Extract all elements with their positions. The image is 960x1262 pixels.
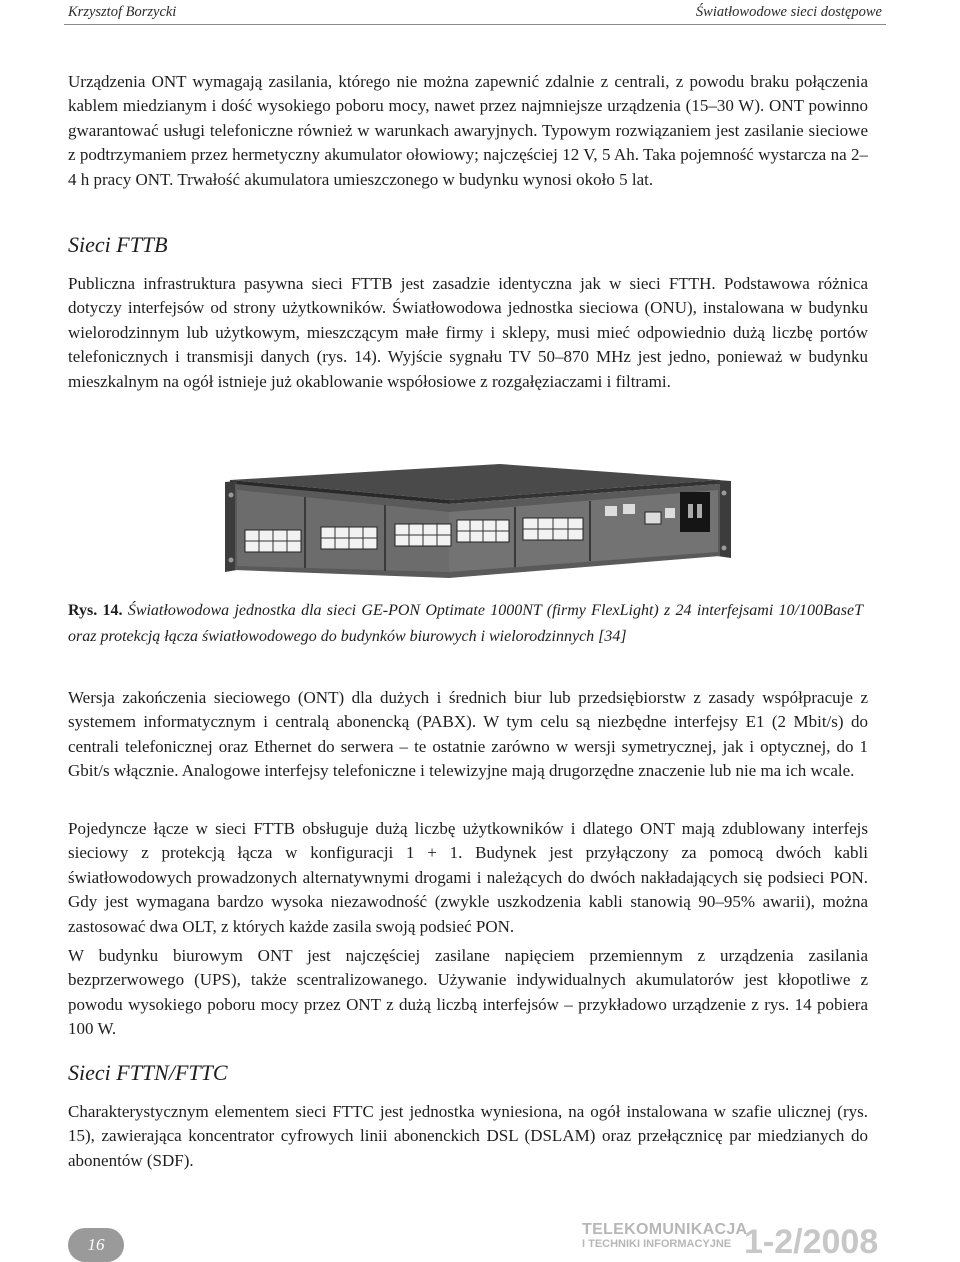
running-header: [0, 2, 960, 26]
ont-device-image: [225, 460, 735, 590]
magazine-name-line1: TELEKOMUNIKACJA: [582, 1221, 748, 1238]
figure-label: Rys. 14.: [68, 602, 123, 619]
figure-ont-device-photo: [225, 460, 735, 590]
paragraph-power-supply: Urządzenia ONT wymagają zasilania, którego nie można zapewnić zdalnie z centrali, z powodu braku połączenia kablem miedzianym i dość wysokiego poboru mocy, nawet przez najmniejsze urządzenia (15–30 W). ONT powinno gwarantować usługi telefoniczne również w warunkach awaryjnych. Typowym rozwiązaniem jest zasilanie sieciowe z podtrzymaniem przez hermetyczny akumulator ołowiowy; najczęściej 12 V, 5 Ah. Taka pojemność wystarcza na 2–4 h pracy ONT. Trwałość akumulatora umieszczonego w budynku wynosi około 5 lat.: [68, 72, 868, 189]
header-author: Krzysztof Borzycki: [68, 4, 177, 20]
paragraph-ont-office: Wersja zakończenia sieciowego (ONT) dla dużych i średnich biur lub przedsiębiorstw z zasady współpracuje z systemem informatycznym i centralą abonencką (PABX). W tym celu są niezbędne interfejsy E1 (2 Mbit/s) do centrali telefonicznej oraz Ethernet do serwera – te ostatnie zarówno w wersji symetrycznej, jak i optycznej, do 1 Gbit/s włącznie. Analogowe interfejsy telefoniczne i telewizyjne mają drugorzędne znaczenie lub nie ma ich wcale.: [68, 688, 868, 781]
magazine-name-line2: I TECHNIKI INFORMACYJNE: [582, 1238, 732, 1250]
issue-number: 1-2/2008: [744, 1223, 879, 1261]
page-number: 16: [68, 1228, 124, 1262]
magazine-logo: [582, 1223, 747, 1251]
paragraph-fttb-protection: Pojedyncze łącze w sieci FTTB obsługuje dużą liczbę użytkowników i dlatego ONT mają zdublowany interfejs sieciowy z protekcją łącza w konfiguracji 1 + 1. Budynek jest przyłączony za pomocą dwóch kabli światłowodowych prowadzonych alternatywnymi drogami i należących do dwóch nakładających się podsieci PON. Gdy jest wymagana bardzo wysoka niezawodność (zwykle uszkodzenia kabli stanowią 90–95% awarii), można zastosować dwa OLT, z których każde zasila swoją podsieć PON.: [68, 819, 868, 936]
figure-caption: [68, 598, 863, 649]
figure-caption-text: Światłowodowa jednostka dla sieci GE-PON Optimate 1000NT (firmy FlexLight) z 24 interfejsami 10/100BaseT oraz protekcją łącza światłowodowego do budynków biurowych i wielorodzinnych [34]: [68, 602, 864, 645]
header-title: Światłowodowe sieci dostępowe: [695, 4, 882, 20]
heading-fttb: Sieci FTTB: [68, 232, 168, 257]
paragraph-fttb-infrastructure: Publiczna infrastruktura pasywna sieci FTTB jest zasadzie identyczna jak w sieci FTTH. Podstawowa różnica dotyczy interfejsów od strony użytkowników. Światłowodowa jednostka sieciowa (ONU), instalowana w budynku wielorodzinnym lub użytkowym, mieszczącym małe firmy i sklepy, musi mieć odpowiednio dużą liczbę portów telefonicznych i transmisji danych (rys. 14). Wyjście sygnału TV 50–870 MHz jest jedno, ponieważ w budynku mieszkalnym na ogół istnieje już okablowanie współosiowe z rozgałęziaczami i filtrami.: [68, 274, 868, 391]
header-rule: [64, 24, 886, 25]
paragraph-ups: W budynku biurowym ONT jest najczęściej zasilane napięciem przemiennym z urządzenia zasilania bezprzerwowego (UPS), także scentralizowanego. Używanie indywidualnych akumulatorów jest kłopotliwe z powodu wysokiego poboru mocy przez ONT z dużą liczbą interfejsów – przykładowo urządzenie z rys. 14 pobiera 100 W.: [68, 946, 868, 1039]
paragraph-fttc: Charakterystycznym elementem sieci FTTC jest jednostka wyniesiona, na ogół instalowana w szafie ulicznej (rys. 15), zawierająca koncentrator cyfrowych linii abonenckich DSL (DSLAM) oraz przełącznicę par miedzianych do abonentów (SDF).: [68, 1102, 868, 1170]
heading-fttn-fttc: Sieci FTTN/FTTC: [68, 1060, 228, 1085]
